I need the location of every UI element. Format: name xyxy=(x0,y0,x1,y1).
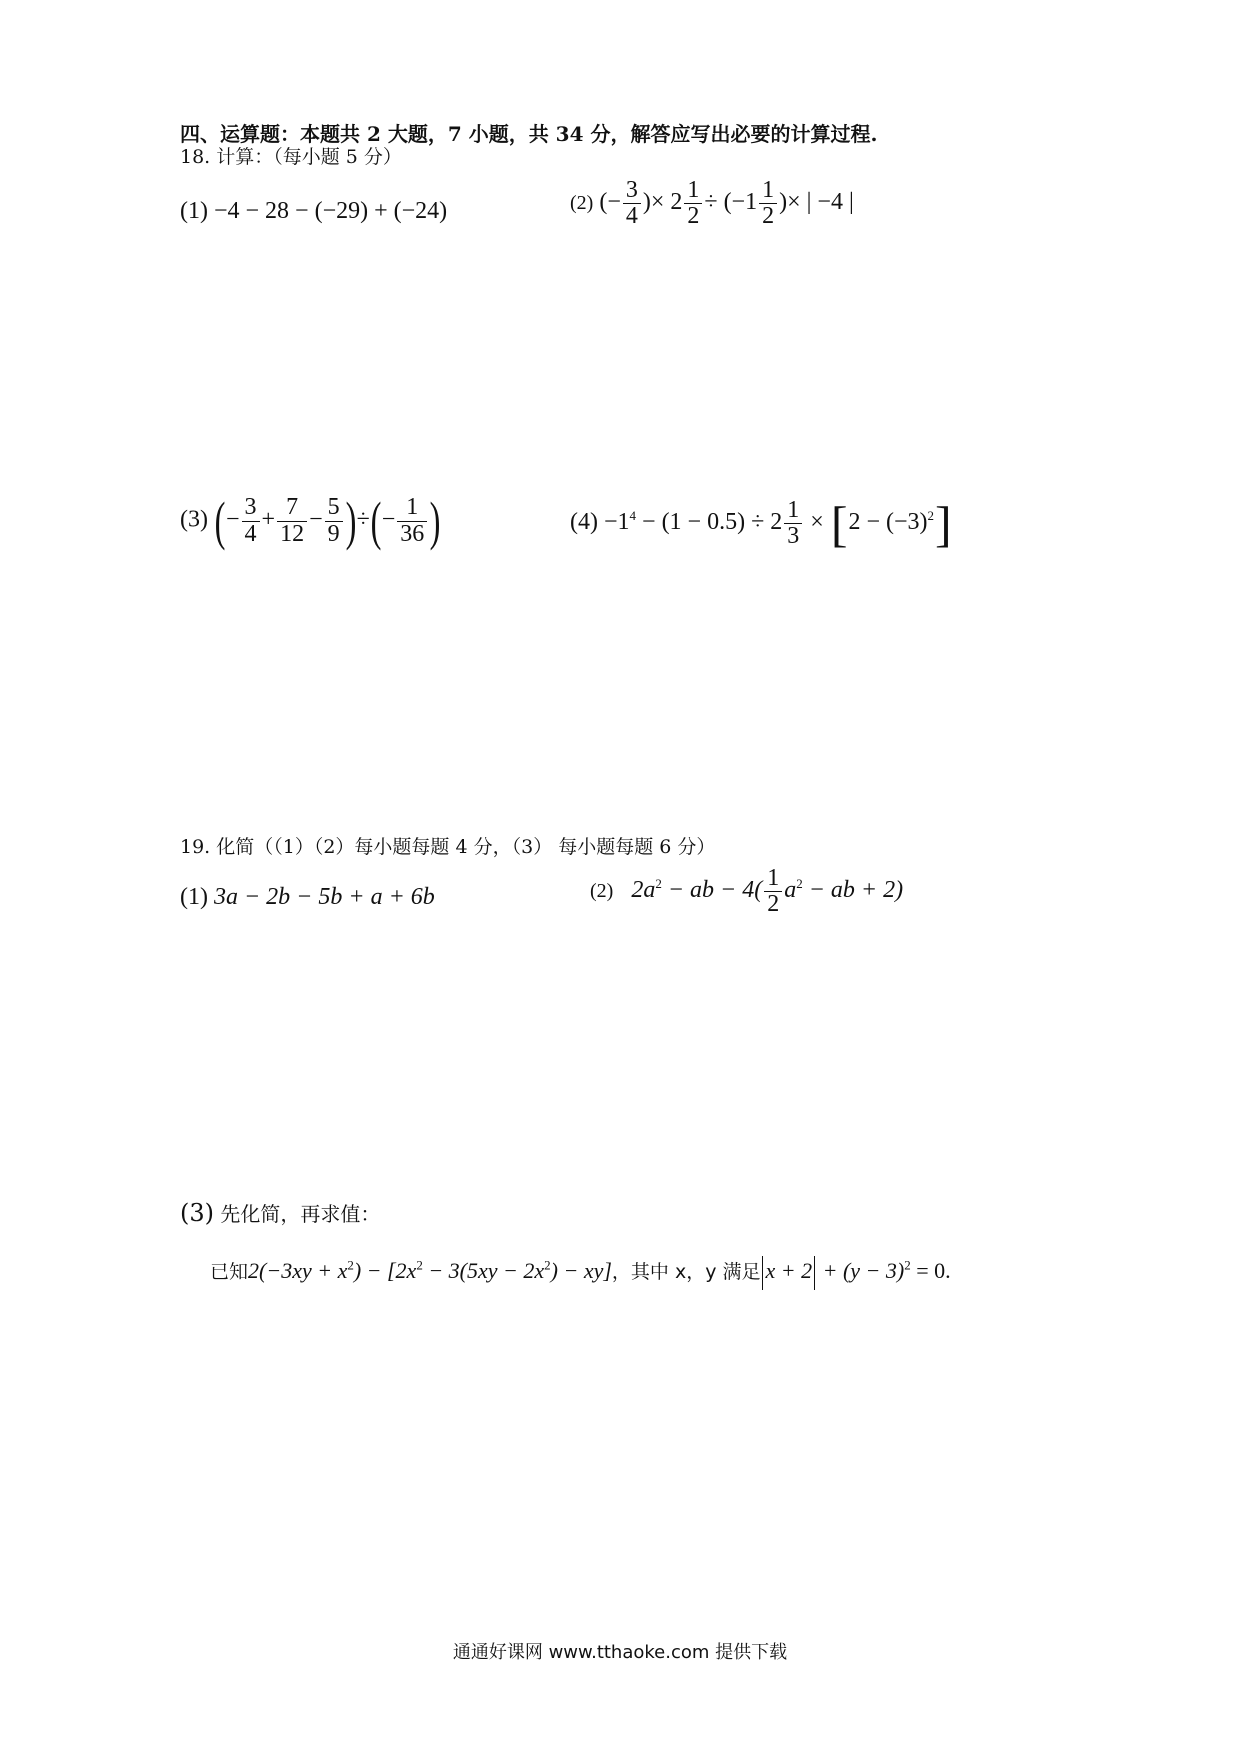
q19-part3-expr4: ) − xy] xyxy=(550,1258,612,1284)
q19-part3-instruction: 先化简，再求值： xyxy=(220,1202,381,1226)
exponent: 2 xyxy=(904,1257,911,1273)
q19-part3-where: ，其中 x，y 满足 xyxy=(611,1261,761,1284)
q18-part1-label: (1) xyxy=(180,198,208,224)
paren-close: ) xyxy=(345,491,356,551)
q19-part2-pre: 2a xyxy=(631,877,656,904)
q18-part2-frac3 xyxy=(759,178,777,229)
q18-part2-frac2 xyxy=(684,178,702,229)
q19-part3-expr3: − 3(5xy − 2x xyxy=(422,1258,545,1284)
q19-part3-label: (3) xyxy=(180,1199,214,1227)
frac-den: 12 xyxy=(280,520,305,547)
frac-den: 2 xyxy=(687,203,700,230)
q18-part1 xyxy=(180,198,447,225)
q19-part3-known: 已知 xyxy=(210,1261,249,1284)
q19-part3-cond1: x + 2 xyxy=(765,1258,813,1284)
q18-part1-expr: −4 − 28 − (−29) + (−24) xyxy=(213,198,448,224)
q18-part4 xyxy=(570,495,953,552)
exponent: 2 xyxy=(655,876,662,892)
q19-part3-expr: 2(−3xy + x xyxy=(248,1258,348,1284)
q18-part4-frac xyxy=(784,498,802,549)
q18-part4-label: (4) xyxy=(570,509,598,536)
exponent: 2 xyxy=(927,508,935,524)
exponent: 2 xyxy=(416,1257,423,1273)
q18-part2-mid1: )× 2 xyxy=(642,189,683,216)
q19-part2-frac xyxy=(764,866,782,917)
q19-part2-label: (2) xyxy=(590,880,614,903)
exponent: 2 xyxy=(347,1257,354,1273)
q19-part3-line1 xyxy=(180,1198,380,1227)
q19-part1-expr: 3a − 2b − 5b + a + 6b xyxy=(213,884,435,910)
q19-part2-var: a xyxy=(784,877,797,904)
q19-part2-mid: − ab − 4( xyxy=(661,877,763,904)
frac-num: 3 xyxy=(242,495,260,521)
q18-part3-label: (3) xyxy=(180,506,208,533)
q18-part4-inner: 2 − (−3) xyxy=(848,509,928,536)
q19-part3-line2 xyxy=(210,1256,951,1290)
q18-part3-frac-d xyxy=(397,495,427,546)
q19-part3-cond2: + (y − 3) xyxy=(817,1258,905,1284)
frac-num: 1 xyxy=(764,866,782,892)
paren-open: ( xyxy=(214,491,226,551)
abs-bar xyxy=(814,1256,815,1290)
frac-num: 1 xyxy=(684,178,702,204)
exponent: 2 xyxy=(796,876,803,892)
frac-num: 1 xyxy=(759,178,777,204)
q19-part1-label: (1) xyxy=(180,884,208,910)
frac-num: 1 xyxy=(784,498,802,524)
q18-part2-post: )× | −4 | xyxy=(779,189,854,216)
q19-part3-expr2: ) − [2x xyxy=(353,1258,417,1284)
q18-part3-frac-b xyxy=(277,495,307,546)
section-title: 四、运算题：本题共 2 大题，7 小题，共 34 分，解答应写出必要的计算过程. xyxy=(180,122,878,146)
q18-part2-label: (2) xyxy=(570,192,594,215)
exponent: 2 xyxy=(544,1257,551,1273)
frac-den: 2 xyxy=(767,891,780,918)
frac-num: 5 xyxy=(325,495,343,521)
q18-part2-pre: (− xyxy=(599,189,621,216)
footer-watermark: 通通好课网 www.tthaoke.com 提供下载 xyxy=(452,1642,788,1663)
abs-bar xyxy=(762,1256,763,1290)
paren-open: ( xyxy=(370,491,382,551)
q19-part3-cond3: = 0. xyxy=(910,1258,951,1284)
frac-den: 4 xyxy=(625,203,638,230)
frac-den: 2 xyxy=(762,203,775,230)
frac-num: 1 xyxy=(397,495,427,521)
paren-close: ) xyxy=(429,491,441,551)
q18-part4-pre: −1 xyxy=(603,509,630,536)
frac-den: 9 xyxy=(327,520,340,547)
bracket-close: ] xyxy=(935,495,952,552)
exponent: 4 xyxy=(629,508,637,524)
q18-part4-mid: − (1 − 0.5) ÷ 2 xyxy=(636,509,783,536)
frac-den: 3 xyxy=(787,523,800,550)
q18-part2 xyxy=(570,178,854,229)
q19-header: 19. 化简（（1）（2）每小题每题 4 分，（3） 每小题每题 6 分） xyxy=(180,836,716,858)
q18-part2-frac1 xyxy=(623,178,641,229)
q18-part3-frac-a xyxy=(242,495,260,546)
q18-part3: (3) (− $\frac{3}{4}$ + $\frac{7}{12}$ − $\frac{5}{9}$ )÷(− $\frac{1}{36}$ ) xyxy=(180,491,441,551)
frac-num: 3 xyxy=(623,178,641,204)
q19-part2-post: − ab + 2) xyxy=(802,877,904,904)
bracket-open: [ xyxy=(830,495,848,552)
frac-num: 7 xyxy=(277,495,307,521)
q18-part4-mid2: × xyxy=(804,509,830,536)
frac-den: 36 xyxy=(400,520,425,547)
q18-part3-frac-c xyxy=(325,495,343,546)
q19-part2 xyxy=(590,866,903,917)
q19-part1 xyxy=(180,884,435,911)
q18-header: 18. 计算：（每小题 5 分） xyxy=(180,146,402,168)
q18-part2-mid2: ÷ (−1 xyxy=(704,189,758,216)
frac-den: 4 xyxy=(244,520,257,547)
